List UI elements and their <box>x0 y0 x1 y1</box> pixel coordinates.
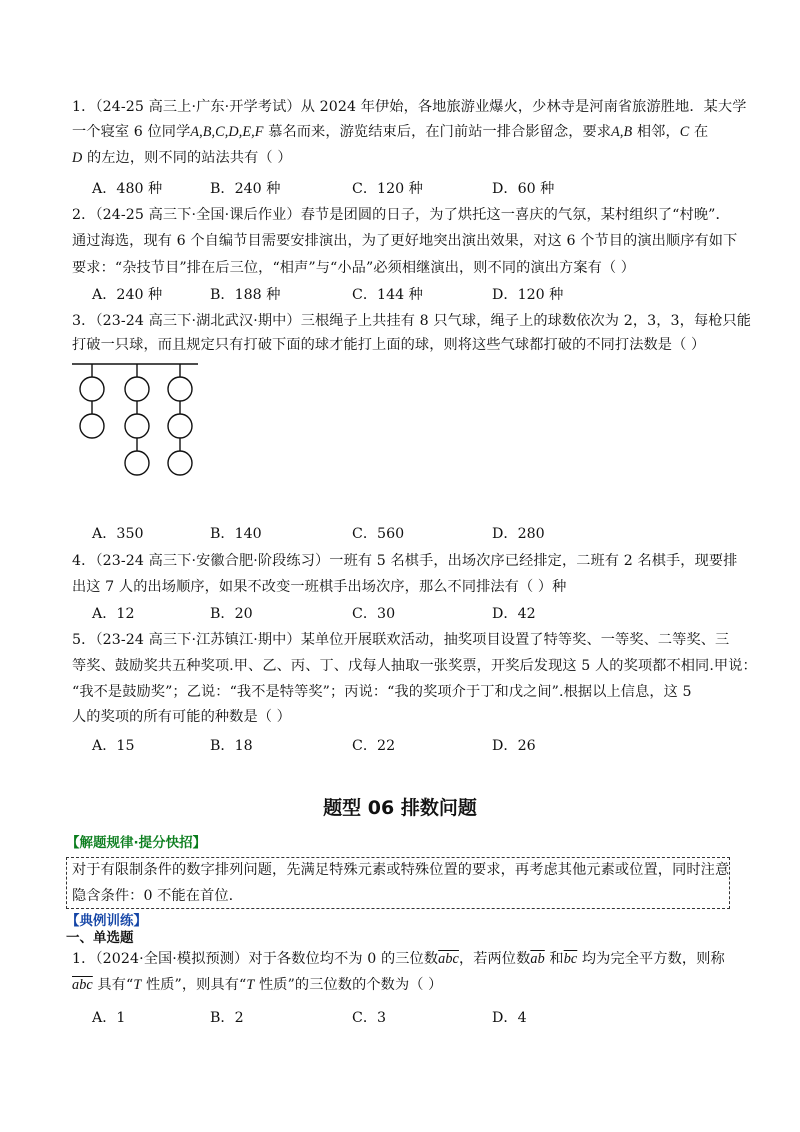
q3-option-c: C．560 <box>352 526 405 542</box>
q2-option-d: D．120 种 <box>492 287 564 303</box>
q5-line-2: 等奖、鼓励奖共五种奖项.甲、乙、丙、丁、戊每人抽取一张奖票，开奖后发现这 5 人的奖项都不相同.甲说： <box>72 658 757 674</box>
ex1-option-b: B．2 <box>210 1010 244 1026</box>
q2-line-3: 要求：“杂技节目”排在后三位，“相声”与“小品”必须相继演出，则不同的演出方案有（ ） <box>72 260 636 276</box>
tips-line-1: 对于有限制条件的数字排列问题，先满足特殊元素或特殊位置的要求，再考虑其他元素或位置，同时注意 <box>72 862 730 878</box>
balloon <box>125 451 149 475</box>
tips-label: 【解题规律·提分快招】 <box>66 835 207 851</box>
q5-line-4: 人的奖项的所有可能的种数是（ ） <box>72 709 291 725</box>
q1-line-3: D 的左边，则不同的站法共有（ ） <box>72 150 292 166</box>
ex1-option-c: C．3 <box>352 1010 387 1026</box>
q1-option-c: C．120 种 <box>352 181 423 197</box>
q1-student-variables: A,B,C,D,E,F <box>190 124 264 140</box>
q2-line-2: 通过海选，现有 6 个自编节目需要安排演出，为了更好地突出演出效果，对这 6 个节目的演出顺序有如下 <box>72 233 738 249</box>
q1-option-a: A．480 种 <box>92 181 163 197</box>
q2-option-c: C．144 种 <box>352 287 423 303</box>
balloon <box>168 377 192 401</box>
q1-line-1: 1．（24-25 高三上·广东·开学考试）从 2024 年伊始，各地旅游业爆火，少林寺是河南省旅游胜地．某大学 <box>72 99 747 115</box>
ex1-line-1: 1．（2024·全国·模拟预测）对于各数位均不为 0 的三位数$\overline{abc}$，若两位数$\overline{ab}$ 和$\overline{bc}$ 均为完全平方数，则称 <box>72 951 725 967</box>
ex1-option-d: D．4 <box>492 1010 527 1026</box>
q4-line-2: 出这 7 人的出场顺序，如果不改变一班棋手出场次序，那么不同排法有（ ）种 <box>72 579 567 595</box>
balloon-group <box>80 364 192 475</box>
q5-option-b: B．18 <box>210 738 253 754</box>
practice-label: 【典例训练】 <box>66 913 147 929</box>
q1-option-b: B．240 种 <box>210 181 281 197</box>
q5-option-c: C．22 <box>352 738 396 754</box>
balloon-strings-figure <box>70 360 210 500</box>
q5-option-d: D．26 <box>492 738 536 754</box>
q2-line-1: 2．（24-25 高三下·全国·课后作业）春节是团圆的日子，为了烘托这一喜庆的气氛，某村组织了“村晚”． <box>72 207 730 223</box>
ex1-option-a: A．1 <box>92 1010 126 1026</box>
q1-line-2: 一个寝室 6 位同学A,B,C,D,E,F 慕名而来，游览结束后，在门前站一排合影留念，要求A,B 相邻，C 在 <box>72 124 709 140</box>
q3-line-1: 3．（23-24 高三下·湖北武汉·期中）三根绳子上共挂有 8 只气球，绳子上的球数依次为 2，3，3，每枪只能 <box>72 313 752 329</box>
q4-option-c: C．30 <box>352 606 396 622</box>
q4-option-a: A．12 <box>92 606 135 622</box>
q3-line-2: 打破一只球，而且规定只有打破下面的球才能打上面的球，则将这些气球都打破的不同打法数是（ ） <box>72 337 706 353</box>
q4-option-b: B．20 <box>210 606 253 622</box>
q2-option-b: B．188 种 <box>210 287 281 303</box>
balloon <box>168 414 192 438</box>
abc-number: $\overline{abc}$ <box>438 951 459 967</box>
ex1-line-2: $\overline{abc}$ 具有“T 性质”，则具有“T 性质”的三位数的个数为（ ） <box>72 977 443 993</box>
balloon <box>125 377 149 401</box>
q2-option-a: A．240 种 <box>92 287 163 303</box>
q3-option-b: B．140 <box>210 526 262 542</box>
q4-line-1: 4．（23-24 高三下·安徽合肥·阶段练习）一班有 5 名棋手，出场次序已经排定，二班有 2 名棋手，现要排 <box>72 553 738 569</box>
balloon <box>80 377 104 401</box>
q5-line-3: “我不是鼓励奖”；乙说：“我不是特等奖”；丙说：“我的奖项介于丁和戊之间”.根据以上信息，这 5 <box>72 684 692 700</box>
q5-line-1: 5．（23-24 高三下·江苏镇江·期中）某单位开展联欢活动，抽奖项目设置了特等奖、一等奖、二等奖、三 <box>72 632 730 648</box>
balloon <box>80 414 104 438</box>
ab-number: $\overline{ab}$ <box>530 951 545 967</box>
q3-option-a: A．350 <box>92 526 144 542</box>
q4-option-d: D．42 <box>492 606 536 622</box>
tips-line-2: 隐含条件：0 不能在首位. <box>72 888 234 904</box>
q1-option-d: D．60 种 <box>492 181 555 197</box>
bc-number: $\overline{bc}$ <box>563 951 578 967</box>
balloon <box>125 414 149 438</box>
balloon <box>168 451 192 475</box>
q3-option-d: D．280 <box>492 526 545 542</box>
q5-option-a: A．15 <box>92 738 135 754</box>
subsection-title: 一、单选题 <box>66 930 134 946</box>
section-title: 题型 06 排数问题 <box>323 797 477 819</box>
